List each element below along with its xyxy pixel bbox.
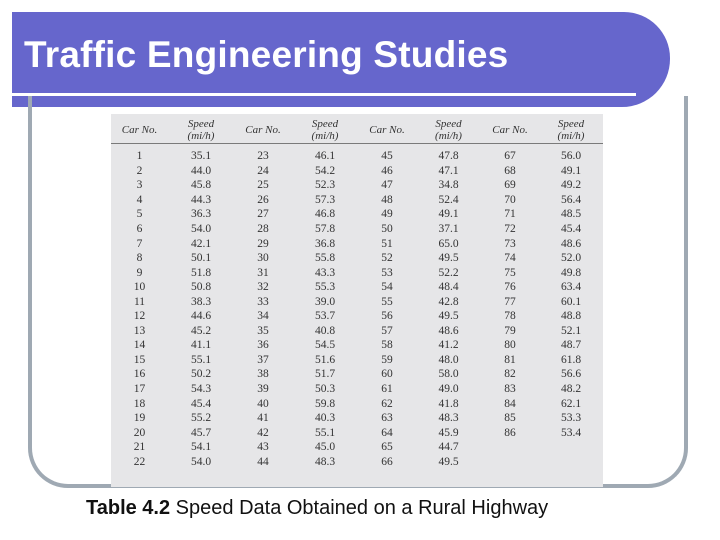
car-number-cell: 32 <box>257 281 269 294</box>
table-row <box>111 178 603 193</box>
car-number-cell: 80 <box>504 339 516 352</box>
header-speed-unit: (mi/h) <box>187 129 215 142</box>
car-number-cell: 6 <box>136 223 143 235</box>
caption-text: Speed Data Obtained on a Rural Highway <box>170 497 549 519</box>
speed-cell: 49.5 <box>438 310 459 323</box>
car-number-cell: 27 <box>257 208 269 221</box>
speed-cell: 48.7 <box>560 339 582 352</box>
speed-cell: 54.2 <box>314 164 336 177</box>
speed-cell: 49.2 <box>560 179 582 192</box>
speed-cell: 49.8 <box>560 266 582 279</box>
car-number-cell: 82 <box>504 368 516 381</box>
header-speed <box>539 116 603 144</box>
speed-cell: 55.8 <box>314 252 336 265</box>
speed-cell: 57.3 <box>314 193 336 206</box>
speed-cell: 42.1 <box>190 237 212 250</box>
car-number-cell: 3 <box>136 179 143 192</box>
speed-cell: 48.3 <box>314 455 336 468</box>
speed-cell: 41.1 <box>190 339 212 352</box>
speed-cell: 50.8 <box>190 281 212 294</box>
speed-cell: 48.8 <box>560 310 582 323</box>
car-number-cell: 16 <box>133 368 146 381</box>
speed-cell: 45.4 <box>560 223 582 235</box>
speed-cell: 49.5 <box>438 455 459 468</box>
car-number-cell: 19 <box>133 412 146 425</box>
speed-cell: 40.8 <box>314 324 336 337</box>
speed-cell: 52.4 <box>438 193 459 206</box>
speed-cell: 55.1 <box>190 353 212 366</box>
car-number-cell: 36 <box>257 339 269 352</box>
speed-cell: 41.8 <box>438 397 459 410</box>
speed-cell: 45.2 <box>190 324 212 337</box>
speed-cell: 48.4 <box>438 281 459 294</box>
speed-cell: 49.5 <box>438 252 459 265</box>
speed-cell: 48.5 <box>560 208 582 221</box>
header-speed <box>168 116 234 144</box>
car-number-cell: 14 <box>133 339 146 352</box>
speed-cell: 44.0 <box>190 164 212 177</box>
car-number-cell: 54 <box>381 281 393 294</box>
car-number-cell: 76 <box>504 281 516 294</box>
header-speed-unit: (mi/h) <box>557 129 585 142</box>
car-number-cell: 4 <box>136 193 143 206</box>
speed-cell: 53.3 <box>560 412 582 425</box>
car-number-cell: 67 <box>504 150 516 163</box>
car-number-cell: 28 <box>257 223 269 235</box>
car-number-cell: 66 <box>381 455 393 468</box>
speed-cell: 50.3 <box>314 383 336 396</box>
header-speed-label: Speed <box>187 117 215 130</box>
car-number-cell: 86 <box>504 426 516 439</box>
car-number-cell: 38 <box>257 368 269 381</box>
speed-cell: 45.0 <box>314 441 336 454</box>
speed-data-table <box>111 116 603 469</box>
table-row <box>111 251 603 266</box>
speed-cell: 39.0 <box>314 295 336 308</box>
car-number-cell: 33 <box>257 295 269 308</box>
car-number-cell: 52 <box>381 252 393 265</box>
table-row <box>111 164 603 179</box>
car-number-cell: 17 <box>133 383 146 396</box>
table-row <box>111 396 603 411</box>
car-number-cell: 13 <box>133 324 146 337</box>
header-car-no: Car No. <box>234 116 292 144</box>
speed-cell: 55.1 <box>314 426 336 439</box>
speed-cell: 51.8 <box>190 266 212 279</box>
car-number-cell: 49 <box>381 208 393 221</box>
car-number-cell: 5 <box>136 208 143 221</box>
speed-cell: 52.1 <box>560 324 582 337</box>
speed-cell: 48.3 <box>438 412 459 425</box>
car-number-cell: 35 <box>257 324 269 337</box>
speed-cell: 59.8 <box>314 397 336 410</box>
speed-cell: 54.0 <box>190 223 212 235</box>
header-speed-label: Speed <box>435 117 462 130</box>
speed-cell: 44.6 <box>190 310 212 323</box>
speed-cell: 48.6 <box>438 324 459 337</box>
slide-title: Traffic Engineering Studies <box>24 34 509 75</box>
speed-cell: 40.3 <box>314 412 336 425</box>
header-speed-label: Speed <box>557 117 585 130</box>
table-row <box>111 236 603 251</box>
speed-cell: 47.1 <box>438 164 459 177</box>
speed-cell: 54.5 <box>314 339 336 352</box>
car-number-cell: 60 <box>381 368 393 381</box>
car-number-cell: 50 <box>381 223 393 235</box>
speed-cell: 45.8 <box>190 179 212 192</box>
speed-cell: 61.8 <box>560 353 582 366</box>
car-number-cell: 18 <box>133 397 146 410</box>
car-number-cell: 78 <box>504 310 516 323</box>
table-row <box>111 144 603 164</box>
speed-cell: 51.6 <box>314 353 336 366</box>
speed-cell: 42.8 <box>438 295 459 308</box>
car-number-cell: 44 <box>257 455 269 468</box>
car-number-cell: 42 <box>257 426 269 439</box>
table-row <box>111 454 603 469</box>
header-car-no: Car No. <box>481 116 539 144</box>
car-number-cell <box>481 440 539 455</box>
speed-cell: 51.7 <box>314 368 336 381</box>
caption-label: Table 4.2 <box>86 497 171 519</box>
car-number-cell: 81 <box>504 353 516 366</box>
speed-cell <box>539 440 603 455</box>
table-row <box>111 324 603 339</box>
car-number-cell: 57 <box>381 324 393 337</box>
table-body <box>111 144 603 470</box>
table-row <box>111 222 603 237</box>
car-number-cell: 62 <box>381 397 393 410</box>
speed-cell: 54.3 <box>190 383 212 396</box>
car-number-cell: 79 <box>504 324 516 337</box>
header-speed-unit: (mi/h) <box>311 129 339 142</box>
car-number-cell: 55 <box>381 295 393 308</box>
car-number-cell: 72 <box>504 223 516 235</box>
car-number-cell: 68 <box>504 164 516 177</box>
car-number-cell: 71 <box>504 208 516 221</box>
speed-cell: 45.7 <box>190 426 212 439</box>
speed-cell: 56.0 <box>560 150 582 163</box>
speed-cell: 48.0 <box>438 353 459 366</box>
header-car-no: Car No. <box>111 116 168 144</box>
table-row <box>111 193 603 208</box>
car-number-cell: 31 <box>257 266 269 279</box>
speed-cell: 53.4 <box>560 426 582 439</box>
header-car-no: Car No. <box>358 116 416 144</box>
car-number-cell: 7 <box>136 237 143 250</box>
speed-table-image <box>111 114 603 487</box>
speed-cell: 58.0 <box>438 368 459 381</box>
car-number-cell: 41 <box>257 412 269 425</box>
speed-cell: 48.2 <box>560 383 582 396</box>
speed-cell: 44.3 <box>190 193 212 206</box>
car-number-cell: 74 <box>504 252 516 265</box>
car-number-cell: 8 <box>136 252 143 265</box>
car-number-cell: 2 <box>136 164 143 177</box>
car-number-cell: 46 <box>381 164 393 177</box>
speed-cell: 36.8 <box>314 237 336 250</box>
speed-cell: 36.3 <box>190 208 212 221</box>
speed-cell: 49.1 <box>438 208 459 221</box>
speed-cell: 55.2 <box>190 412 212 425</box>
car-number-cell: 11 <box>133 295 146 308</box>
car-number-cell: 58 <box>381 339 393 352</box>
car-number-cell: 9 <box>136 266 143 279</box>
car-number-cell: 51 <box>381 237 393 250</box>
table-row <box>111 353 603 368</box>
car-number-cell: 83 <box>504 383 516 396</box>
speed-cell: 50.1 <box>190 252 212 265</box>
car-number-cell: 53 <box>381 266 393 279</box>
speed-cell: 50.2 <box>190 368 212 381</box>
car-number-cell: 12 <box>133 310 146 323</box>
table-row <box>111 207 603 222</box>
speed-cell: 56.6 <box>560 368 582 381</box>
speed-cell: 54.1 <box>190 441 212 454</box>
speed-cell: 52.3 <box>314 179 336 192</box>
car-number-cell: 43 <box>257 441 269 454</box>
header-speed-label: Speed <box>311 117 339 130</box>
car-number-cell: 40 <box>257 397 269 410</box>
table-row <box>111 411 603 426</box>
table-row <box>111 309 603 324</box>
car-number-cell: 63 <box>381 412 393 425</box>
speed-cell: 65.0 <box>438 237 459 250</box>
car-number-cell: 1 <box>136 150 143 163</box>
table-row <box>111 265 603 280</box>
speed-cell: 49.0 <box>438 383 459 396</box>
speed-cell: 63.4 <box>560 281 582 294</box>
car-number-cell <box>481 454 539 469</box>
car-number-cell: 39 <box>257 383 269 396</box>
car-number-cell: 21 <box>133 441 146 454</box>
car-number-cell: 37 <box>257 353 269 366</box>
speed-cell: 54.0 <box>190 455 212 468</box>
speed-cell: 52.2 <box>438 266 459 279</box>
speed-cell: 41.2 <box>438 339 459 352</box>
header-speed <box>416 116 481 144</box>
car-number-cell: 15 <box>133 353 146 366</box>
car-number-cell: 26 <box>257 193 269 206</box>
speed-cell: 62.1 <box>560 397 582 410</box>
car-number-cell: 10 <box>133 281 146 294</box>
speed-cell: 45.4 <box>190 397 212 410</box>
table-row <box>111 425 603 440</box>
car-number-cell: 61 <box>381 383 393 396</box>
table-row <box>111 367 603 382</box>
header-speed <box>292 116 358 144</box>
speed-cell: 56.4 <box>560 193 582 206</box>
speed-cell: 45.9 <box>438 426 459 439</box>
table-caption <box>86 497 548 520</box>
car-number-cell: 48 <box>381 193 393 206</box>
speed-cell <box>539 454 603 469</box>
speed-cell: 53.7 <box>314 310 336 323</box>
car-number-cell: 77 <box>504 295 516 308</box>
table-row <box>111 382 603 397</box>
car-number-cell: 56 <box>381 310 393 323</box>
car-number-cell: 64 <box>381 426 393 439</box>
speed-cell: 46.8 <box>314 208 336 221</box>
table-header <box>111 116 603 144</box>
car-number-cell: 75 <box>504 266 516 279</box>
speed-cell: 44.7 <box>438 441 459 454</box>
speed-cell: 55.3 <box>314 281 336 294</box>
speed-cell: 46.1 <box>314 150 336 163</box>
speed-cell: 38.3 <box>190 295 212 308</box>
car-number-cell: 34 <box>257 310 269 323</box>
speed-cell: 47.8 <box>438 150 459 163</box>
header-speed-unit: (mi/h) <box>435 129 462 142</box>
table-row <box>111 294 603 309</box>
speed-cell: 48.6 <box>560 237 582 250</box>
car-number-cell: 84 <box>504 397 516 410</box>
speed-cell: 43.3 <box>314 266 336 279</box>
car-number-cell: 69 <box>504 179 516 192</box>
speed-cell: 57.8 <box>314 223 336 235</box>
car-number-cell: 22 <box>133 455 146 468</box>
car-number-cell: 45 <box>381 150 393 163</box>
table-row <box>111 440 603 455</box>
car-number-cell: 85 <box>504 412 516 425</box>
speed-cell: 35.1 <box>190 150 212 163</box>
car-number-cell: 24 <box>257 164 269 177</box>
table-row <box>111 280 603 295</box>
car-number-cell: 23 <box>257 150 269 163</box>
speed-cell: 37.1 <box>438 223 459 235</box>
car-number-cell: 29 <box>257 237 269 250</box>
car-number-cell: 65 <box>381 441 393 454</box>
car-number-cell: 47 <box>381 179 393 192</box>
car-number-cell: 30 <box>257 252 269 265</box>
car-number-cell: 73 <box>504 237 516 250</box>
car-number-cell: 20 <box>133 426 146 439</box>
car-number-cell: 25 <box>257 179 269 192</box>
car-number-cell: 70 <box>504 193 516 206</box>
table-row <box>111 338 603 353</box>
speed-cell: 52.0 <box>560 252 582 265</box>
speed-cell: 34.8 <box>438 179 459 192</box>
speed-cell: 49.1 <box>560 164 582 177</box>
car-number-cell: 59 <box>381 353 393 366</box>
speed-cell: 60.1 <box>560 295 582 308</box>
